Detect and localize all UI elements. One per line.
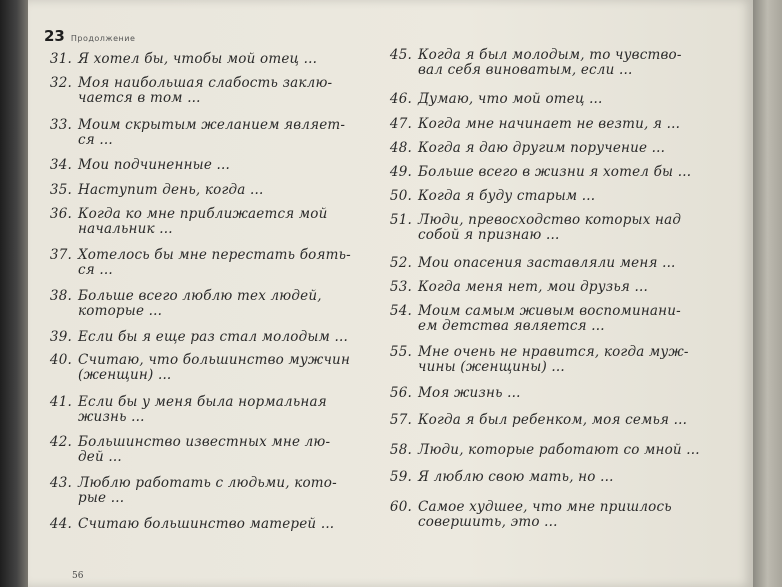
item-number: 32. <box>49 75 72 91</box>
item-text: Когда я даю другим поручение ... <box>418 140 666 156</box>
item-text: Думаю, что мой отец ... <box>418 91 603 107</box>
item-text: Большинство известных мне лю- дей ... <box>78 434 331 465</box>
item-number: 38. <box>49 288 72 304</box>
section-label: Продолжение <box>70 34 136 43</box>
list-item <box>384 413 687 428</box>
book-binding-shadow <box>0 0 28 587</box>
item-number: 54. <box>389 303 412 319</box>
item-number: 36. <box>49 206 72 222</box>
list-item <box>384 345 689 375</box>
item-number: 33. <box>49 117 72 133</box>
item-number: 51. <box>389 212 412 228</box>
list-item <box>384 500 672 530</box>
list-item <box>44 207 328 237</box>
item-text: Я хотел бы, чтобы мой отец ... <box>78 51 318 67</box>
item-text: Люди, которые работают со мной ... <box>418 442 700 458</box>
item-text: Больше всего люблю тех людей, которые ... <box>78 288 322 319</box>
item-text: Люди, превосходство которых над собой я признаю ... <box>418 212 682 243</box>
item-text: Я люблю свою мать, но ... <box>418 469 614 485</box>
item-number: 50. <box>389 188 412 204</box>
item-text: Когда я был молодым, то чувство- вал себя виноватым, если ... <box>418 47 682 78</box>
item-text: Люблю работать с людьми, кото- рые ... <box>78 475 337 506</box>
item-text: Когда меня нет, мои друзья ... <box>418 279 649 295</box>
item-number: 42. <box>49 434 72 450</box>
footer-page-number: 56 <box>72 571 84 581</box>
list-item <box>44 183 263 198</box>
item-number: 35. <box>49 182 72 198</box>
list-item <box>384 213 681 243</box>
item-text: Считаю, что большинство мужчин (женщин) ... <box>78 352 351 383</box>
item-text: Хотелось бы мне перестать боять- ся ... <box>78 247 351 278</box>
list-item <box>44 118 345 148</box>
page-header <box>44 27 135 45</box>
list-item <box>384 189 595 204</box>
item-text: Если бы я еще раз стал молодым ... <box>78 329 348 345</box>
item-number: 45. <box>389 47 412 63</box>
list-item <box>44 517 334 532</box>
item-text: Моя жизнь ... <box>418 385 521 401</box>
item-number: 59. <box>389 469 412 485</box>
item-text: Когда мне начинает не везти, я ... <box>418 116 681 132</box>
item-text: Мои опасения заставляли меня ... <box>418 255 676 271</box>
item-text: Когда ко мне приближается мой начальник ... <box>78 206 328 237</box>
list-item <box>384 256 676 271</box>
item-number: 48. <box>389 140 412 156</box>
item-number: 60. <box>389 499 412 515</box>
item-number: 40. <box>49 352 72 368</box>
item-number: 55. <box>389 344 412 360</box>
list-item <box>44 158 230 173</box>
next-page-edge <box>753 0 782 587</box>
item-number: 39. <box>49 329 72 345</box>
item-number: 58. <box>389 442 412 458</box>
item-text: Моя наибольшая слабость заклю- чается в том ... <box>78 75 333 106</box>
item-number: 34. <box>49 157 72 173</box>
item-text: Мои подчиненные ... <box>78 157 231 173</box>
list-item <box>44 330 348 345</box>
item-text: Если бы у меня была нормальная жизнь ... <box>78 394 327 425</box>
item-text: Считаю большинство матерей ... <box>78 516 335 532</box>
item-number: 47. <box>389 116 412 132</box>
item-number: 37. <box>49 247 72 263</box>
list-item <box>384 470 614 485</box>
list-item <box>384 386 521 401</box>
item-text: Наступит день, когда ... <box>78 182 264 198</box>
list-item <box>44 248 351 278</box>
item-text: Моим скрытым желанием являет- ся ... <box>78 117 346 148</box>
item-text: Когда я был ребенком, моя семья ... <box>418 412 688 428</box>
item-text: Когда я буду старым ... <box>418 188 596 204</box>
item-text: Моим самым живым воспоминани- ем детства является ... <box>418 303 681 334</box>
item-number: 43. <box>49 475 72 491</box>
list-item <box>44 476 337 506</box>
item-number: 52. <box>389 255 412 271</box>
section-number: 23 <box>44 27 65 45</box>
list-item <box>44 435 330 465</box>
item-number: 46. <box>389 91 412 107</box>
item-text: Мне очень не нравится, когда муж- чины (женщины) ... <box>418 344 689 375</box>
list-item <box>44 76 332 106</box>
list-item <box>384 165 691 180</box>
item-text: Самое худшее, что мне пришлось совершить, это ... <box>418 499 672 530</box>
list-item <box>384 443 700 458</box>
item-number: 44. <box>49 516 72 532</box>
item-number: 49. <box>389 164 412 180</box>
list-item <box>44 52 317 67</box>
list-item <box>384 48 682 78</box>
item-number: 53. <box>389 279 412 295</box>
item-number: 56. <box>389 385 412 401</box>
list-item <box>44 289 322 319</box>
item-number: 57. <box>389 412 412 428</box>
list-item <box>384 92 603 107</box>
list-item <box>384 280 648 295</box>
list-item <box>384 304 681 334</box>
list-item <box>44 353 350 383</box>
list-item <box>44 395 327 425</box>
list-item <box>384 141 665 156</box>
item-text: Больше всего в жизни я хотел бы ... <box>418 164 692 180</box>
list-item <box>384 117 680 132</box>
item-number: 31. <box>49 51 72 67</box>
item-number: 41. <box>49 394 72 410</box>
